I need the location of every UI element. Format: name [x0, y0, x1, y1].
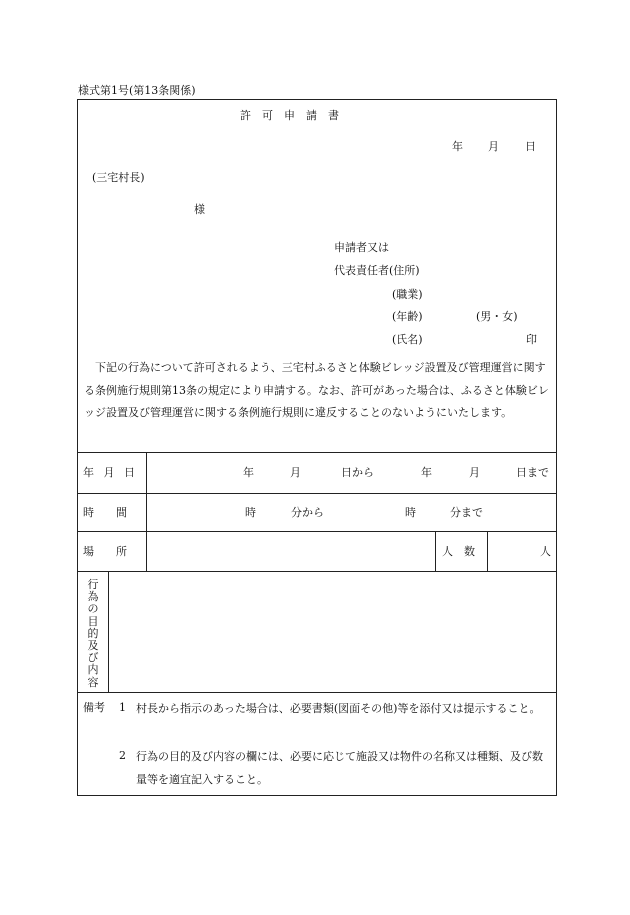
- headcount-label: 人 数: [442, 545, 475, 558]
- rule-after-date: [77, 493, 557, 494]
- purpose-row-label: 行為の目的及び内容: [87, 578, 99, 689]
- rule-purpose-col: [108, 571, 109, 692]
- date-year-label: 年: [452, 140, 463, 153]
- rule-label-col: [146, 452, 147, 572]
- seal-mark: 印: [526, 333, 537, 346]
- date-from-day: 日から: [341, 466, 374, 479]
- applicant-occupation-label: (職業): [392, 288, 423, 301]
- time-to-minute: 分まで: [450, 506, 483, 519]
- date-to-year: 年: [421, 466, 432, 479]
- remarks-item2-text: 行為の目的及び内容の欄には、必要に応じて施設又は物件の名称又は種類、及び数量等を適宜記入すること。: [136, 750, 543, 786]
- remarks-item2-number: 2: [119, 749, 126, 762]
- place-row-label: 場 所: [83, 545, 127, 558]
- rule-after-place: [77, 571, 557, 572]
- time-to-hour: 時: [405, 506, 416, 519]
- document-title: 許 可 申 請 書: [240, 109, 339, 122]
- date-from-month: 月: [290, 466, 301, 479]
- remarks-item1-number: 1: [119, 701, 126, 714]
- rule-count-left: [435, 531, 436, 571]
- form-label: 様式第1号(第13条関係): [78, 84, 196, 97]
- date-day-label: 日: [525, 140, 536, 153]
- addressee-honorific: 様: [194, 203, 205, 216]
- rule-after-purpose: [77, 692, 557, 693]
- remarks-label: 備考: [83, 701, 105, 714]
- time-from-hour: 時: [245, 506, 256, 519]
- applicant-gender-label: (男・女): [476, 310, 518, 323]
- applicant-name-label: (氏名): [392, 333, 423, 346]
- statement-paragraph: 下記の行為について許可されるよう、三宅村ふるさと体験ビレッジ設置及び管理運営に関する条例施行規則第13条の規定により申請する。なお、許可があった場合は、ふるさと体験ビレッジ設置及び管理運営に関する条例施行規則に違反することのないようにいたします。: [84, 361, 549, 419]
- applicant-age-label: (年齢): [392, 310, 423, 323]
- remarks-item1-text: 村長から指示のあった場合は、必要書類(図面その他)等を添付又は提示すること。: [136, 702, 541, 715]
- date-row-label: 年 月 日: [83, 466, 135, 479]
- date-month-label: 月: [488, 140, 499, 153]
- addressee-office: (三宅村長): [92, 171, 145, 184]
- date-to-day: 日まで: [516, 466, 549, 479]
- date-to-month: 月: [469, 466, 480, 479]
- applicant-address-label: 代表責任者(住所): [334, 264, 420, 277]
- rule-after-time: [77, 531, 557, 532]
- applicant-line1: 申請者又は: [334, 241, 389, 254]
- time-from-minute: 分から: [291, 506, 324, 519]
- rule-after-statement: [77, 452, 557, 453]
- headcount-unit: 人: [540, 545, 551, 558]
- rule-count-right: [487, 531, 488, 571]
- time-row-label: 時 間: [83, 506, 127, 519]
- date-from-year: 年: [243, 466, 254, 479]
